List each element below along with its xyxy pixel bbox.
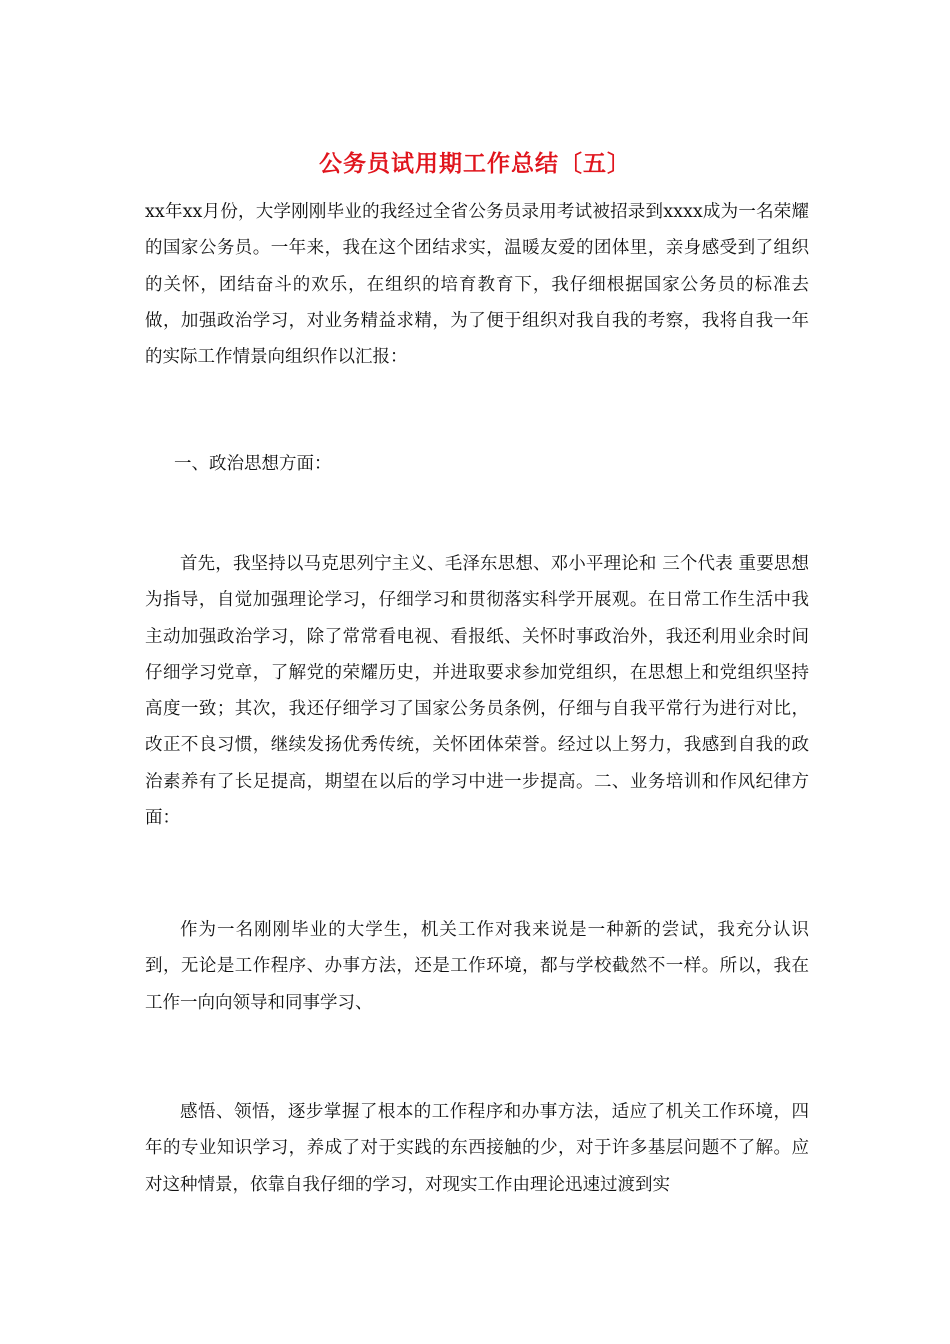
training-paragraph: 作为一名刚刚毕业的大学生，机关工作对我来说是一种新的尝试，我充分认识到，无论是工作程序、办事方法，还是工作环境，都与学校截然不一样。所以，我在工作一向向领导和同事学习、 <box>145 920 809 1013</box>
section-heading-politics: 一、政治思想方面： <box>174 454 332 474</box>
politics-paragraph: 首先，我坚持以马克思列宁主义、毛泽东思想、邓小平理论和 三个代表 重要思想为指导，自觉加强理论学习，仔细学习和贯彻落实科学开展观。在日常工作生活中我主动加强政治学习，除了常常看电视、看报纸、关怀时事政治外，我还利用业余时间仔细学习党章，了解党的荣耀历史，并进取要求参加党组织，在思想上和党组织坚持高度一致；其次，我还仔细学习了国家公务员条例，仔细与自我平常行为进行对比，改正不良习惯，继续发扬优秀传统，关怀团体荣誉。经过以上努力，我感到自我的政治素养有了长足提高，期望在以后的学习中进一步提高。二、业务培训和作风纪律方面： <box>145 554 809 829</box>
intro-paragraph: xx年xx月份，大学刚刚毕业的我经过全省公务员录用考试被招录到xxxx成为一名荣耀的国家公务员。一年来，我在这个团结求实，温暖友爱的团体里，亲身感受到了组织的关怀，团结奋斗的欢乐，在组织的培育教育下，我仔细根据国家公务员的标准去做，加强政治学习，对业务精益求精，为了便于组织对我自我的考察，我将自我一年的实际工作情景向组织作以汇报： <box>145 202 809 368</box>
adaptation-paragraph: 感悟、领悟，逐步掌握了根本的工作程序和办事方法，适应了机关工作环境，四年的专业知识学习，养成了对于实践的东西接触的少，对于许多基层问题不了解。应对这种情景，依靠自我仔细的学习，对现实工作由理论迅速过渡到实 <box>145 1102 809 1195</box>
document-title: 公务员试用期工作总结〔五〕 <box>319 150 631 177</box>
